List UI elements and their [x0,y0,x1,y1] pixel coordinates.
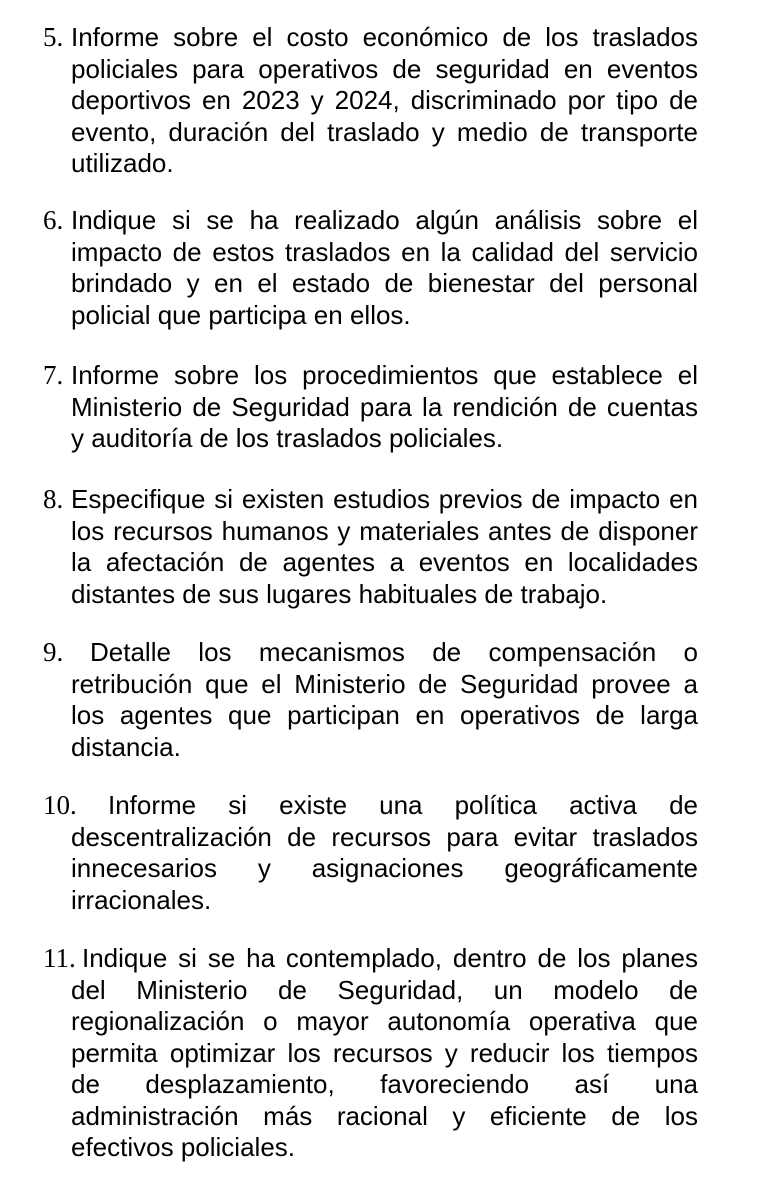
item-text-line: los recursos humanos y materiales antes de disponer [71,515,698,546]
item-text-line: innecesarios y asignaciones geográficamente [71,853,698,883]
item-text-line: Informe si existe una política activa de [108,790,698,820]
item-text-line: Indique si se ha realizado algún análisis sobre el [71,205,698,235]
item-number: 10. [43,790,77,820]
item-text-line: retribución que el Ministerio de Seguridad provee a [71,668,698,699]
item-text-line: Especifique si existen estudios previos de impacto en [71,484,698,514]
item-number: 9. [43,637,64,667]
item-text-line: descentralización de recursos para evitar traslados [71,821,698,852]
item-text-line: Informe sobre el costo económico de los traslados [71,22,698,52]
item-number: 6. [43,205,64,235]
item-text-line: administración más racional y eficiente de los [71,1100,698,1131]
item-text-line: la afectación de agentes a eventos en localidades [71,547,698,577]
item-text-line: del Ministerio de Seguridad, un modelo de [71,974,698,1005]
item-text-line: Indique si se ha contemplado, dentro de los planes [82,943,698,973]
item-text-line: Informe sobre los procedimientos que establece el [71,360,698,390]
item-text-line: distancia. [71,731,181,762]
item-text-line: impacto de estos traslados en la calidad del servicio [71,236,698,267]
item-number: 5. [43,22,64,52]
item-text-line: Ministerio de Seguridad para la rendición de cuentas [71,391,698,422]
item-text-line: deportivos en 2023 y 2024, discriminado por tipo de [71,85,698,115]
item-number: 11. [43,943,76,973]
item-text-line: permita optimizar los recursos y reducir los tiempos [71,1037,698,1068]
item-text-line: y auditoría de los traslados policiales. [71,423,504,453]
item-text-line: distantes de sus lugares habituales de trabajo. [71,578,608,609]
item-text-line: brindado y en el estado de bienestar del personal [71,268,698,298]
item-text-line: utilizado. [71,148,174,178]
item-text-line: efectivos policiales. [71,1132,295,1162]
item-text-line: regionalización o mayor autonomía operativa que [71,1006,698,1036]
item-text-line: irracionales. [71,884,212,915]
item-number: 7. [43,360,64,390]
item-text-line: los agentes que participan en operativos de larga [71,700,698,730]
item-text-line: Detalle los mecanismos de compensación o [90,637,698,667]
item-text-line: policiales para operativos de seguridad en eventos [71,53,698,84]
item-text-line: de desplazamiento, favoreciendo así una [71,1069,698,1099]
item-number: 8. [43,484,64,514]
item-text-line: evento, duración del traslado y medio de transporte [71,116,698,147]
item-text-line: policial que participa en ellos. [71,299,411,330]
